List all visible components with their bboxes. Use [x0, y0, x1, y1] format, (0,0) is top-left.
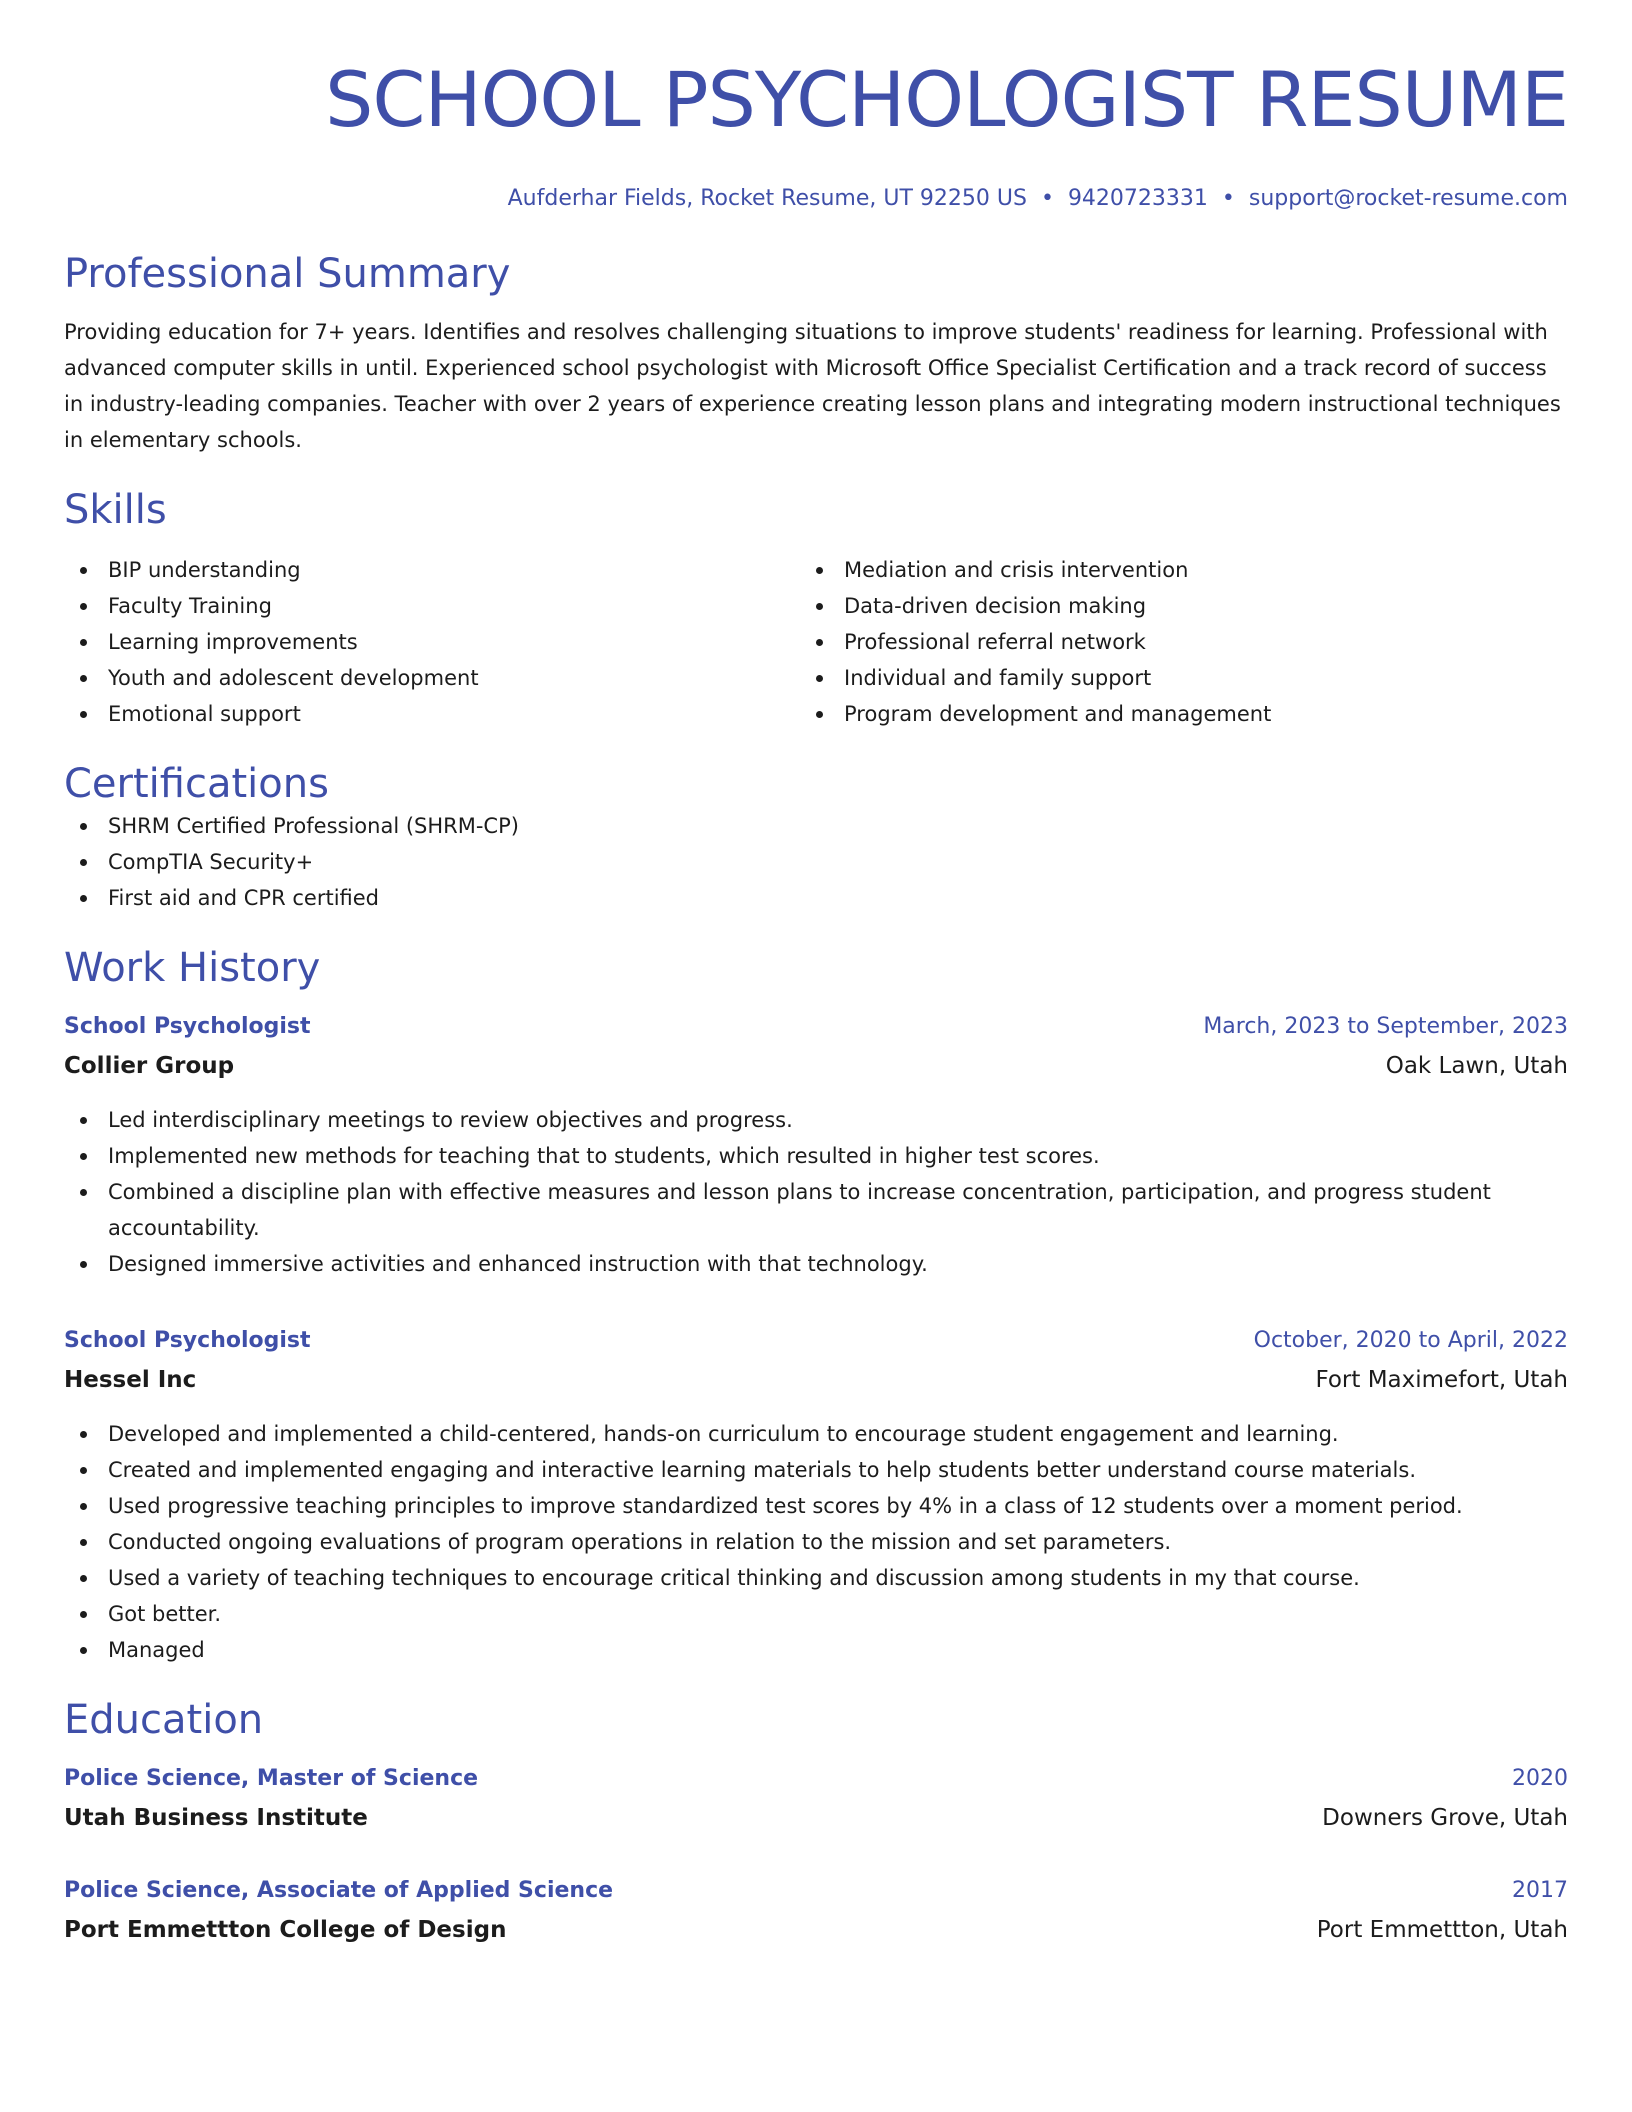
resume-title: SCHOOL PSYCHOLOGIST RESUME [325, 55, 1568, 144]
job-entry [64, 1012, 1568, 1282]
education-school: Port Emmettton College of Design [64, 1917, 507, 1943]
education-school: Utah Business Institute [64, 1805, 368, 1831]
job-role: School Psychologist [64, 1328, 311, 1353]
job-entry [64, 1326, 1568, 1668]
job-bullet: Designed immersive activities and enhanced instruction with that technology. [64, 1246, 1568, 1282]
skills-heading: Skills [64, 487, 167, 533]
job-company: Collier Group [64, 1053, 235, 1079]
education-section [64, 1696, 1568, 1946]
skill-item: Faculty Training [64, 588, 800, 624]
job-subheader [64, 1050, 1568, 1082]
skill-item: BIP understanding [64, 552, 800, 588]
education-degree: Police Science, Associate of Applied Science [64, 1878, 614, 1903]
job-bullet: Managed [64, 1632, 1568, 1668]
skills-list-right [800, 552, 1536, 732]
education-subheader [64, 1914, 1568, 1946]
job-header [64, 1012, 1568, 1042]
job-bullet: Used progressive teaching principles to improve standardized test scores by 4% in a class of 12 students over a moment period. [64, 1488, 1568, 1524]
job-bullet: Conducted ongoing evaluations of program operations in relation to the mission and set parameters. [64, 1524, 1568, 1560]
job-location: Oak Lawn, Utah [1385, 1053, 1568, 1079]
summary-text: Providing education for 7+ years. Identifies and resolves challenging situations to improve students' readiness for learning. Professional with advanced computer skills in until. Experienced school psychologist with Microsoft Office Specialist Certification and a track record of success in industry-leading companies. Teacher with over 2 years of experience creating lesson plans and integrating modern instructional techniques in elementary schools. [64, 320, 1561, 452]
education-heading: Education [64, 1697, 264, 1743]
job-company: Hessel Inc [64, 1367, 197, 1393]
skill-item: Learning improvements [64, 624, 800, 660]
summary-heading: Professional Summary [64, 251, 511, 297]
skill-item: Mediation and crisis intervention [800, 552, 1536, 588]
job-bullet: Developed and implemented a child-centered, hands-on curriculum to encourage student engagement and learning. [64, 1416, 1568, 1452]
education-subheader [64, 1802, 1568, 1834]
education-header [64, 1764, 1568, 1794]
job-subheader [64, 1364, 1568, 1396]
skill-item: Program development and management [800, 696, 1536, 732]
job-bullet: Used a variety of teaching techniques to encourage critical thinking and discussion among students in my that course. [64, 1560, 1568, 1596]
job-bullet: Led interdisciplinary meetings to review objectives and progress. [64, 1102, 1568, 1138]
education-degree: Police Science, Master of Science [64, 1766, 479, 1791]
education-entry [64, 1876, 1568, 1946]
skills-section [64, 486, 1568, 732]
job-header [64, 1326, 1568, 1356]
summary-section [64, 250, 1568, 458]
contact-email[interactable]: support@rocket-resume.com [1248, 186, 1568, 211]
certification-item: SHRM Certified Professional (SHRM-CP) [64, 808, 1568, 844]
education-entry [64, 1764, 1568, 1834]
education-year: 2017 [1512, 1878, 1568, 1903]
certifications-heading: Certifications [64, 761, 329, 807]
education-location: Downers Grove, Utah [1322, 1805, 1568, 1831]
certifications-section [64, 760, 1568, 916]
job-bullet: Created and implemented engaging and interactive learning materials to help students better understand course materials. [64, 1452, 1568, 1488]
contact-phone[interactable]: 9420723331 [1067, 186, 1208, 211]
skills-grid [64, 552, 1568, 732]
skill-item: Emotional support [64, 696, 800, 732]
job-bullet: Implemented new methods for teaching that to students, which resulted in higher test scores. [64, 1138, 1568, 1174]
skill-item: Data-driven decision making [800, 588, 1536, 624]
job-role: School Psychologist [64, 1014, 311, 1039]
job-dates: October, 2020 to April, 2022 [1253, 1328, 1568, 1353]
job-bullet: Combined a discipline plan with effective measures and lesson plans to increase concentration, participation, and progress student accountability. [64, 1174, 1568, 1246]
job-dates: March, 2023 to September, 2023 [1203, 1014, 1568, 1039]
job-location: Fort Maximefort, Utah [1315, 1367, 1568, 1393]
job-bullets [64, 1102, 1568, 1282]
education-location: Port Emmettton, Utah [1316, 1917, 1568, 1943]
skill-item: Individual and family support [800, 660, 1536, 696]
education-header [64, 1876, 1568, 1906]
education-year: 2020 [1512, 1766, 1568, 1791]
job-bullets [64, 1416, 1568, 1668]
certification-item: CompTIA Security+ [64, 844, 1568, 880]
work-history-section [64, 944, 1568, 1668]
contact-separator: • [1221, 186, 1235, 211]
contact-address: Aufderhar Fields, Rocket Resume, UT 92250 US [507, 186, 1027, 211]
work-history-heading: Work History [64, 945, 321, 991]
certifications-list [64, 808, 1568, 916]
contact-line [64, 184, 1568, 214]
contact-separator: • [1040, 186, 1054, 211]
skills-list-left [64, 552, 800, 732]
certification-item: First aid and CPR certified [64, 880, 1568, 916]
skill-item: Youth and adolescent development [64, 660, 800, 696]
skill-item: Professional referral network [800, 624, 1536, 660]
job-bullet: Got better. [64, 1596, 1568, 1632]
